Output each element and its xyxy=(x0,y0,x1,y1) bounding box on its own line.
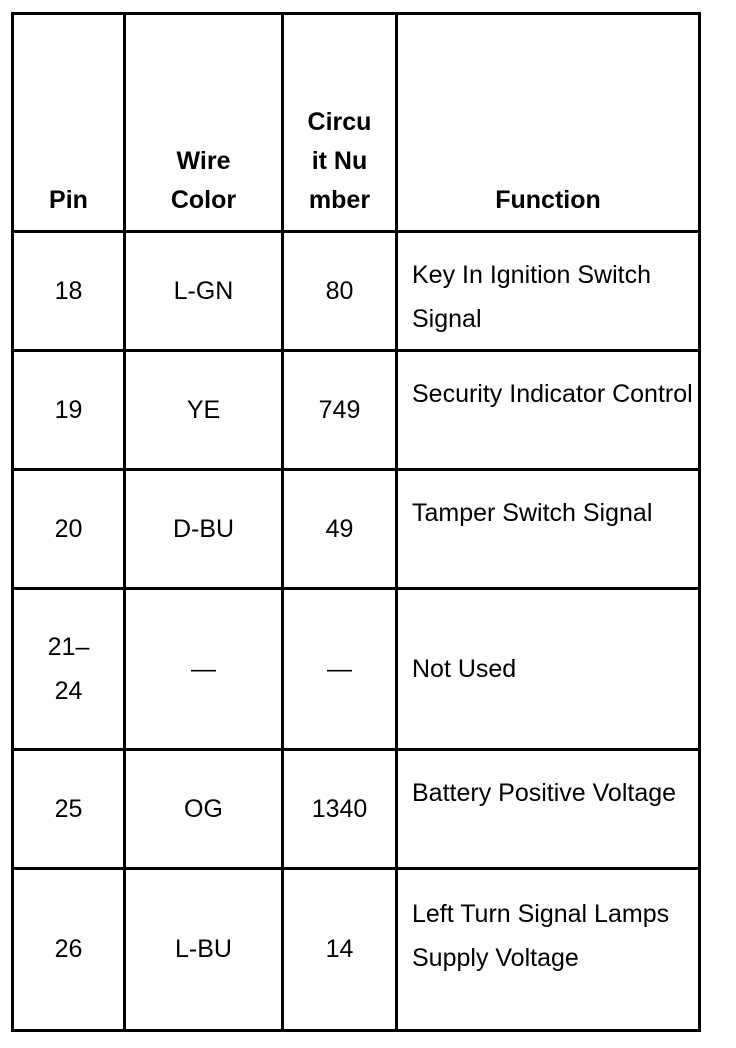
table-row xyxy=(13,589,700,750)
circuit-number-cell: 1340 xyxy=(283,750,397,869)
wire-color-cell: D-BU xyxy=(125,470,283,589)
column-header-function: Function xyxy=(397,14,700,232)
wire-color-cell: YE xyxy=(125,351,283,470)
table-row xyxy=(13,750,700,869)
table-row xyxy=(13,351,700,470)
pin-range-line: 24 xyxy=(54,677,83,705)
wire-color-cell: OG xyxy=(125,750,283,869)
pin-cell: 26 xyxy=(13,869,125,1031)
table-row xyxy=(13,869,700,1031)
column-header-pin: Pin xyxy=(13,14,125,232)
circuit-number-cell: — xyxy=(283,589,397,750)
circuit-number-cell: 80 xyxy=(283,232,397,351)
pin-cell: 19 xyxy=(13,351,125,470)
wire-color-cell: L-BU xyxy=(125,869,283,1031)
wire-color-cell: L-GN xyxy=(125,232,283,351)
function-cell: Tamper Switch Signal xyxy=(397,470,700,589)
circuit-number-cell: 749 xyxy=(283,351,397,470)
function-cell: Security Indicator Control xyxy=(397,351,700,470)
header-row xyxy=(13,14,700,232)
pin-cell: 18 xyxy=(13,232,125,351)
pin-cell xyxy=(13,589,125,750)
column-header-wire-color: Wire Color xyxy=(125,14,283,232)
circuit-number-cell: 14 xyxy=(283,869,397,1031)
connector-pinout-table xyxy=(11,12,701,1032)
function-cell: Battery Positive Voltage xyxy=(397,750,700,869)
table-row xyxy=(13,232,700,351)
function-cell: Not Used xyxy=(397,589,700,750)
wire-color-cell: — xyxy=(125,589,283,750)
pin-cell: 20 xyxy=(13,470,125,589)
pin-cell: 25 xyxy=(13,750,125,869)
table-row xyxy=(13,470,700,589)
column-header-circuit-number: Circuit Number xyxy=(283,14,397,232)
circuit-number-cell: 49 xyxy=(283,470,397,589)
function-cell: Key In Ignition Switch Signal xyxy=(397,232,700,351)
function-cell: Left Turn Signal Lamps Supply Voltage xyxy=(397,869,700,1031)
pin-range-line: 21– xyxy=(47,633,90,661)
